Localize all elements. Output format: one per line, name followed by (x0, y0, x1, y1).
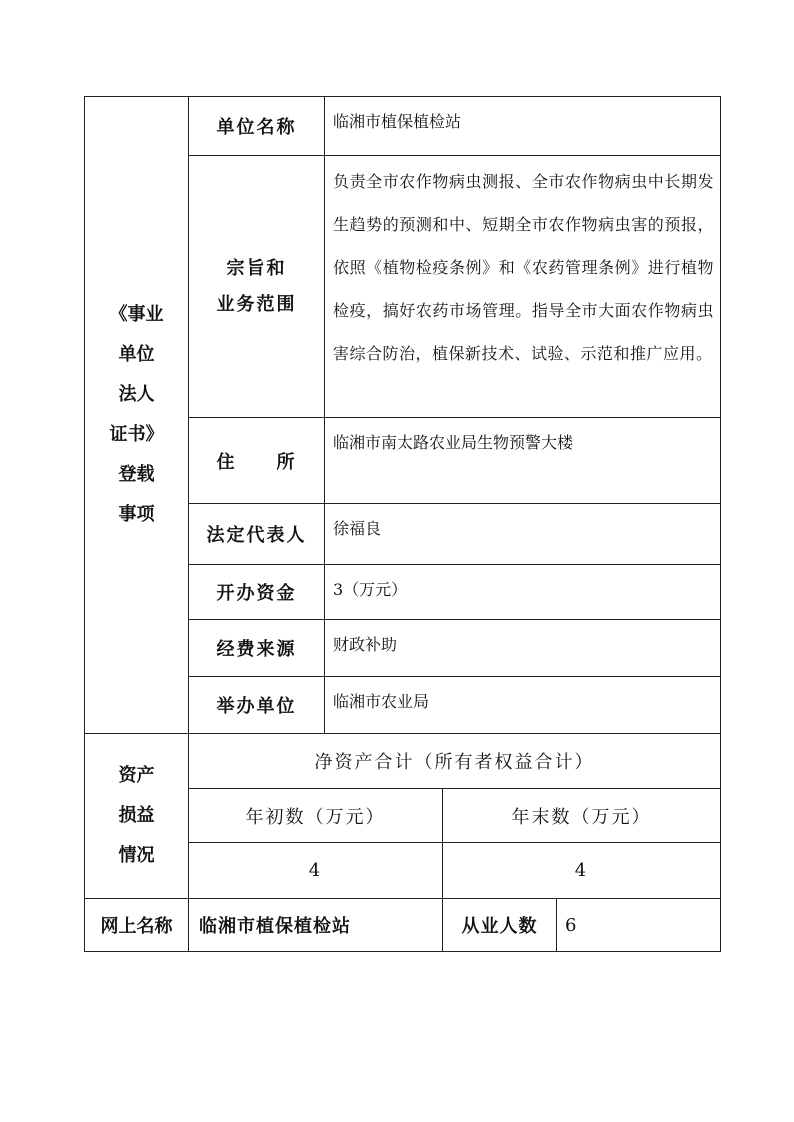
net-assets-header: 净资产合计（所有者权益合计） (189, 734, 721, 789)
section-assets-title: 资产 损益 情况 (85, 734, 189, 899)
unit-name-value: 临湘市植保植检站 (325, 97, 721, 156)
begin-year-value: 4 (189, 843, 443, 899)
row-footer (85, 899, 721, 952)
online-name-label: 网上名称 (85, 899, 189, 952)
legal-rep-label: 法定代表人 (189, 504, 325, 565)
capital-label: 开办资金 (189, 565, 325, 620)
end-year-value: 4 (443, 843, 721, 899)
capital-value: 3（万元） (325, 565, 721, 620)
scope-value: 负责全市农作物病虫测报、全市农作物病虫中长期发生趋势的预测和中、短期全市农作物病虫害的预报，依照《植物检疫条例》和《农药管理条例》进行植物检疫，搞好农药市场管理。指导全市大面农作物病虫害综合防治，植保新技术、试验、示范和推广应用。 (325, 156, 721, 418)
row-net-assets-header (85, 734, 721, 789)
funding-label: 经费来源 (189, 620, 325, 677)
sponsor-value: 临湘市农业局 (325, 677, 721, 734)
scope-label: 宗旨和 业务范围 (189, 156, 325, 418)
legal-rep-value: 徐福良 (325, 504, 721, 565)
begin-year-label: 年初数（万元） (189, 789, 443, 843)
staff-count-label: 从业人数 (443, 899, 557, 952)
end-year-label: 年末数（万元） (443, 789, 721, 843)
row-unit-name (85, 97, 721, 156)
section-registration-title: 《事业 单位 法人 证书》 登载 事项 (85, 97, 189, 734)
registration-table (84, 96, 721, 952)
sponsor-label: 举办单位 (189, 677, 325, 734)
funding-value: 财政补助 (325, 620, 721, 677)
address-value: 临湘市南太路农业局生物预警大楼 (325, 418, 721, 504)
address-label: 住 所 (189, 418, 325, 504)
online-name-value: 临湘市植保植检站 (189, 899, 443, 952)
staff-count-value: 6 (557, 899, 721, 952)
unit-name-label: 单位名称 (189, 97, 325, 156)
